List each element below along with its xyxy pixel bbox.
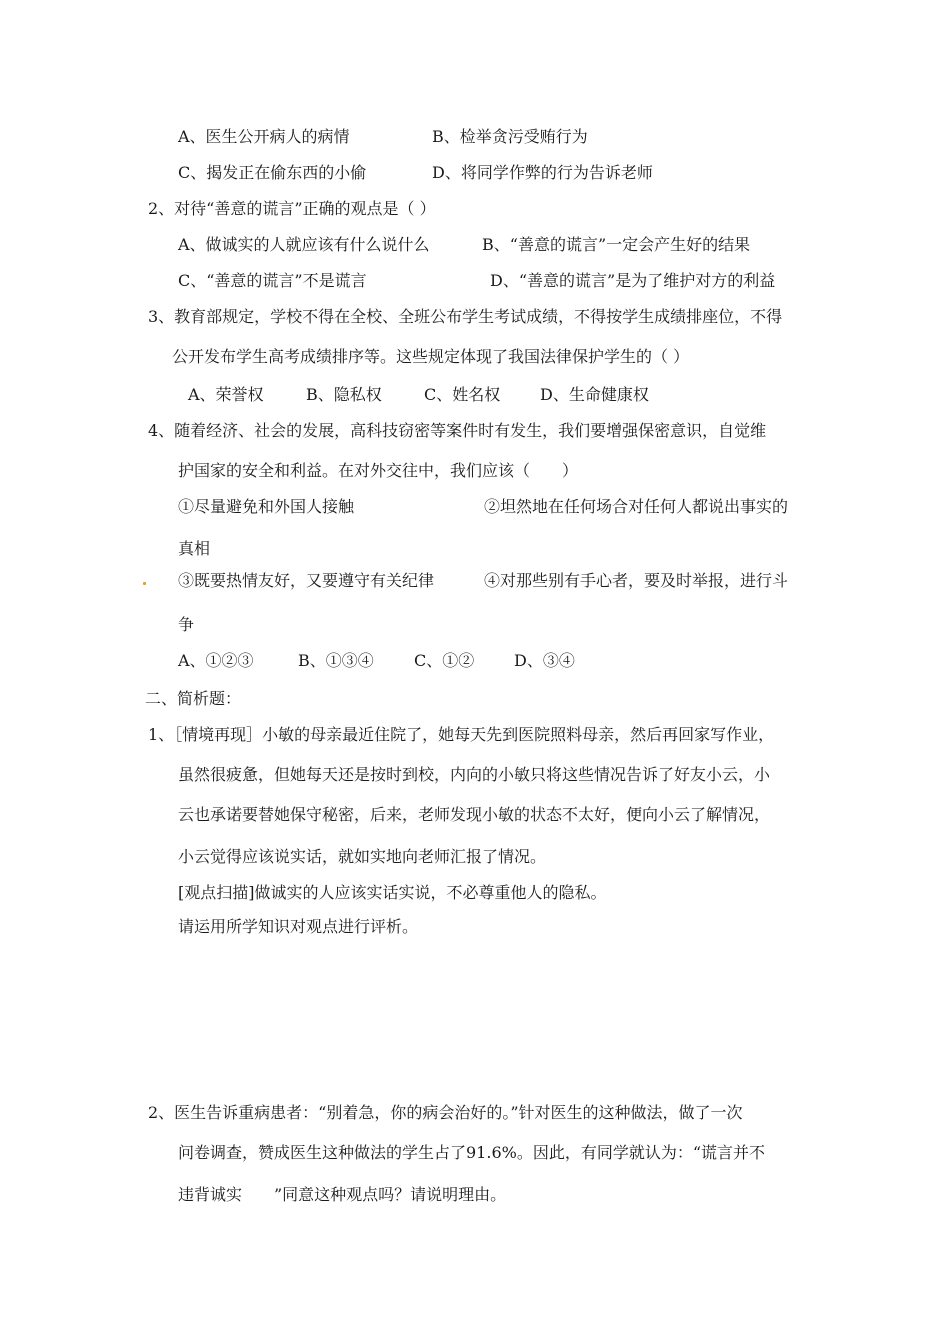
question-stem: 3、教育部规定，学校不得在全校、全班公布学生考试成绩，不得按学生成绩排座位，不得 bbox=[148, 307, 783, 326]
option-b: B、“善意的谎言”一定会产生好的结果 bbox=[482, 235, 751, 254]
section-heading: 二、简析题： bbox=[145, 689, 242, 708]
instruction: 请运用所学知识对观点进行评析。 bbox=[178, 917, 419, 936]
question-line-1: 2、医生告诉重病患者：“别着急，你的病会治好的。”针对医生的这种做法，做了一次 bbox=[148, 1103, 743, 1122]
choice-item-2: ②坦然地在任何场合对任何人都说出事实的 bbox=[484, 497, 789, 516]
option-c: C、①② bbox=[414, 651, 475, 670]
option-b: B、检举贪污受贿行为 bbox=[432, 127, 588, 146]
option-d: D、将同学作弊的行为告诉老师 bbox=[432, 163, 653, 182]
option-a: A、医生公开病人的病情 bbox=[178, 127, 350, 146]
choice-item-3: ③既要热情友好，又要遵守有关纪律 bbox=[178, 571, 435, 590]
choice-item-4: ④对那些别有手心者，要及时举报，进行斗 bbox=[484, 571, 789, 590]
choice-item-4-continued: 争 bbox=[178, 615, 195, 634]
question-stem-continued: 护国家的安全和利益。在对外交往中，我们应该（ ） bbox=[178, 461, 579, 480]
option-d: D、生命健康权 bbox=[540, 385, 649, 404]
choice-item-2-continued: 真相 bbox=[178, 539, 211, 558]
stray-mark bbox=[143, 582, 146, 585]
question-line-2: 问卷调查，赞成医生这种做法的学生占了91.6%。因此，有同学就认为：“谎言并不 bbox=[178, 1143, 766, 1162]
option-d: D、③④ bbox=[514, 651, 575, 670]
question-stem: 2、对待“善意的谎言”正确的观点是（ ） bbox=[148, 199, 436, 218]
option-c: C、揭发正在偷东西的小偷 bbox=[178, 163, 367, 182]
question-line-3: 违背诚实 ”同意这种观点吗？请说明理由。 bbox=[178, 1185, 507, 1204]
scenario-line-1: 1、［情境再现］小敏的母亲最近住院了，她每天先到医院照料母亲，然后再回家写作业， bbox=[148, 725, 775, 744]
option-c: C、姓名权 bbox=[424, 385, 501, 404]
option-b: B、①③④ bbox=[298, 651, 374, 670]
option-b: B、隐私权 bbox=[306, 385, 382, 404]
scenario-line-4: 小云觉得应该说实话，就如实地向老师汇报了情况。 bbox=[178, 847, 547, 866]
option-d: D、“善意的谎言”是为了维护对方的利益 bbox=[490, 271, 776, 290]
option-a: A、①②③ bbox=[178, 651, 254, 670]
question-stem-continued: 公开发布学生高考成绩排序等。这些规定体现了我国法律保护学生的（ ） bbox=[172, 347, 690, 366]
choice-item-1: ①尽量避免和外国人接触 bbox=[178, 497, 355, 516]
option-c: C、“善意的谎言”不是谎言 bbox=[178, 271, 367, 290]
option-a: A、做诚实的人就应该有什么说什么 bbox=[178, 235, 430, 254]
option-a: A、荣誉权 bbox=[188, 385, 264, 404]
viewpoint: [观点扫描]做诚实的人应该实话实说，不必尊重他人的隐私。 bbox=[178, 883, 607, 902]
question-stem: 4、随着经济、社会的发展，高科技窃密等案件时有发生，我们要增强保密意识，自觉维 bbox=[148, 421, 767, 440]
scenario-line-2: 虽然很疲惫，但她每天还是按时到校，内向的小敏只将这些情况告诉了好友小云，小 bbox=[178, 765, 771, 784]
scenario-line-3: 云也承诺要替她保守秘密，后来，老师发现小敏的状态不太好，便向小云了解情况， bbox=[178, 805, 771, 824]
